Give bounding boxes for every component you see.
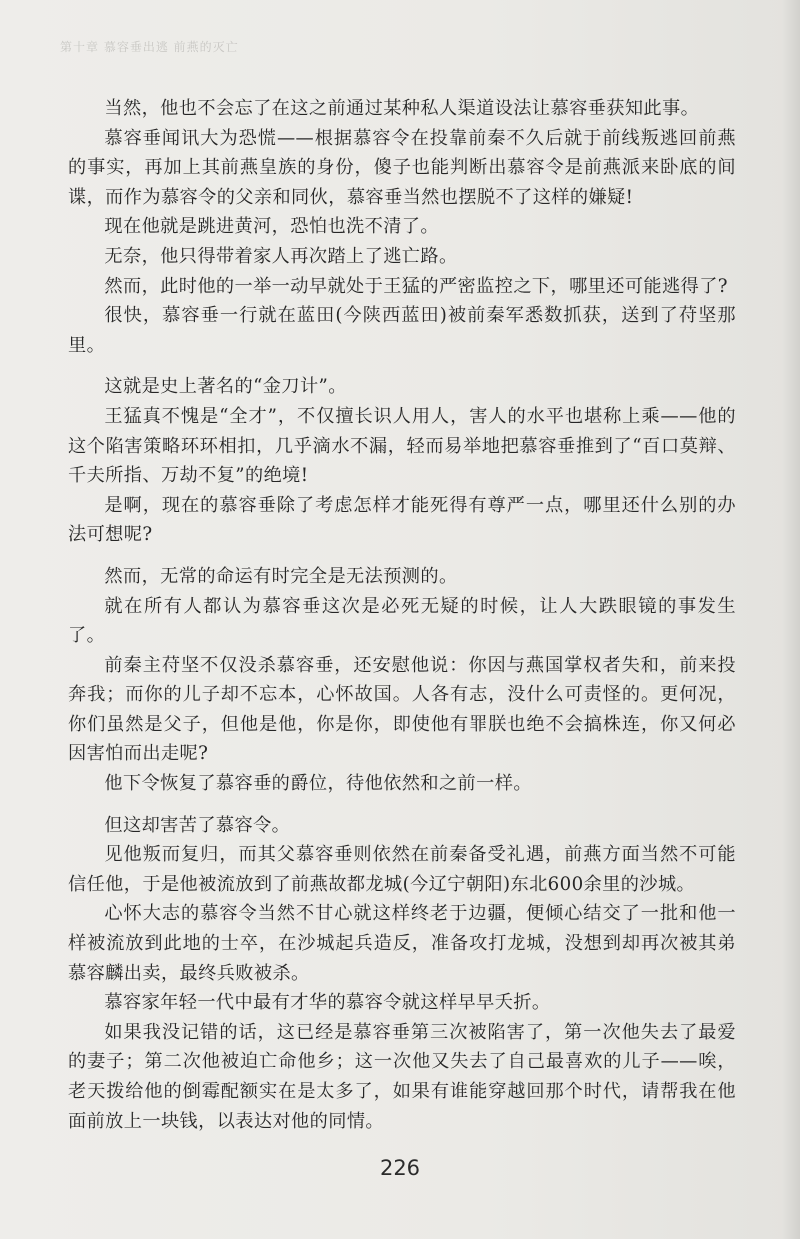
page-number: 226 [379, 1156, 421, 1180]
paragraph: 就在所有人都认为慕容垂这次是必死无疑的时候，让人大跌眼镜的事发生了。 [68, 595, 736, 647]
page-body [68, 94, 736, 1136]
section-gap [68, 360, 736, 372]
paragraph: 然而，此时他的一举一动早就处于王猛的严密监控之下，哪里还可能逃得了? [104, 275, 728, 297]
paragraph: 王猛真不愧是“全才”，不仅擅长识人用人，害人的水平也堪称上乘——他的这个陷害策略环环相扣，几乎滴水不漏，轻而易举地把慕容垂推到了“百口莫辩、千夫所指、万劫不复”的绝境! [68, 405, 736, 487]
paragraph: 但这却害苦了慕容令。 [104, 814, 291, 836]
section-gap [68, 799, 736, 811]
section-gap [68, 550, 736, 562]
paragraph: 这就是史上著名的“金刀计”。 [104, 376, 347, 398]
paragraph: 慕容家年轻一代中最有才华的慕容令就这样早早夭折。 [104, 992, 551, 1014]
paragraph: 他下令恢复了慕容垂的爵位，待他依然和之前一样。 [104, 773, 532, 795]
paragraph: 然而，无常的命运有时完全是无法预测的。 [104, 565, 458, 587]
paragraph: 无奈，他只得带着家人再次踏上了逃亡路。 [104, 245, 458, 267]
paragraph: 是啊，现在的慕容垂除了考虑怎样才能死得有尊严一点，哪里还什么别的办法可想呢? [68, 494, 736, 546]
paragraph: 当然，他也不会忘了在这之前通过某种私人渠道设法让慕容垂获知此事。 [104, 98, 700, 119]
paragraph: 现在他就是跳进黄河，恐怕也洗不清了。 [104, 216, 439, 238]
paragraph: 心怀大志的慕容令当然不甘心就这样终老于边疆，便倾心结交了一批和他一样被流放到此地的士卒，在沙城起兵造反，准备攻打龙城，没想到却再次被其弟慕容麟出卖，最终兵败被杀。 [68, 903, 736, 984]
paragraph: 很快，慕容垂一行就在蓝田(今陕西蓝田)被前秦军悉数抓获，送到了苻坚那里。 [68, 305, 736, 356]
paragraph: 如果我没记错的话，这已经是慕容垂第三次被陷害了，第一次他失去了最爱的妻子；第二次他被迫亡命他乡；这一次他又失去了自己最喜欢的儿子——唉，老天拨给他的倒霉配额实在是太多了，如果有谁能穿越回那个时代，请帮我在他面前放上一块钱，以表达对他的同情。 [68, 1021, 736, 1132]
page-edge-shadow [782, 0, 800, 1239]
paragraph: 前秦主苻坚不仅没杀慕容垂，还安慰他说：你因与燕国掌权者失和，前来投奔我；而你的儿子却不忘本，心怀故国。人各有志，没什么可责怪的。更何况，你们虽然是父子，但他是他，你是你，即使他有罪朕也绝不会搞株连，你又何必因害怕而出走呢? [68, 654, 736, 765]
paragraph: 慕容垂闻讯大为恐慌——根据慕容令在投靠前秦不久后就于前线叛逃回前燕的事实，再加上其前燕皇族的身份，傻子也能判断出慕容令是前燕派来卧底的间谍，而作为慕容令的父亲和同伙，慕容垂当然也摆脱不了这样的嫌疑! [68, 127, 736, 208]
paragraph: 见他叛而复归，而其父慕容垂则依然在前秦备受礼遇，前燕方面当然不可能信任他，于是他被流放到了前燕故都龙城(今辽宁朝阳)东北600余里的沙城。 [68, 844, 736, 895]
running-head: 第十章 慕容垂出逃 前燕的灭亡 [60, 40, 239, 54]
